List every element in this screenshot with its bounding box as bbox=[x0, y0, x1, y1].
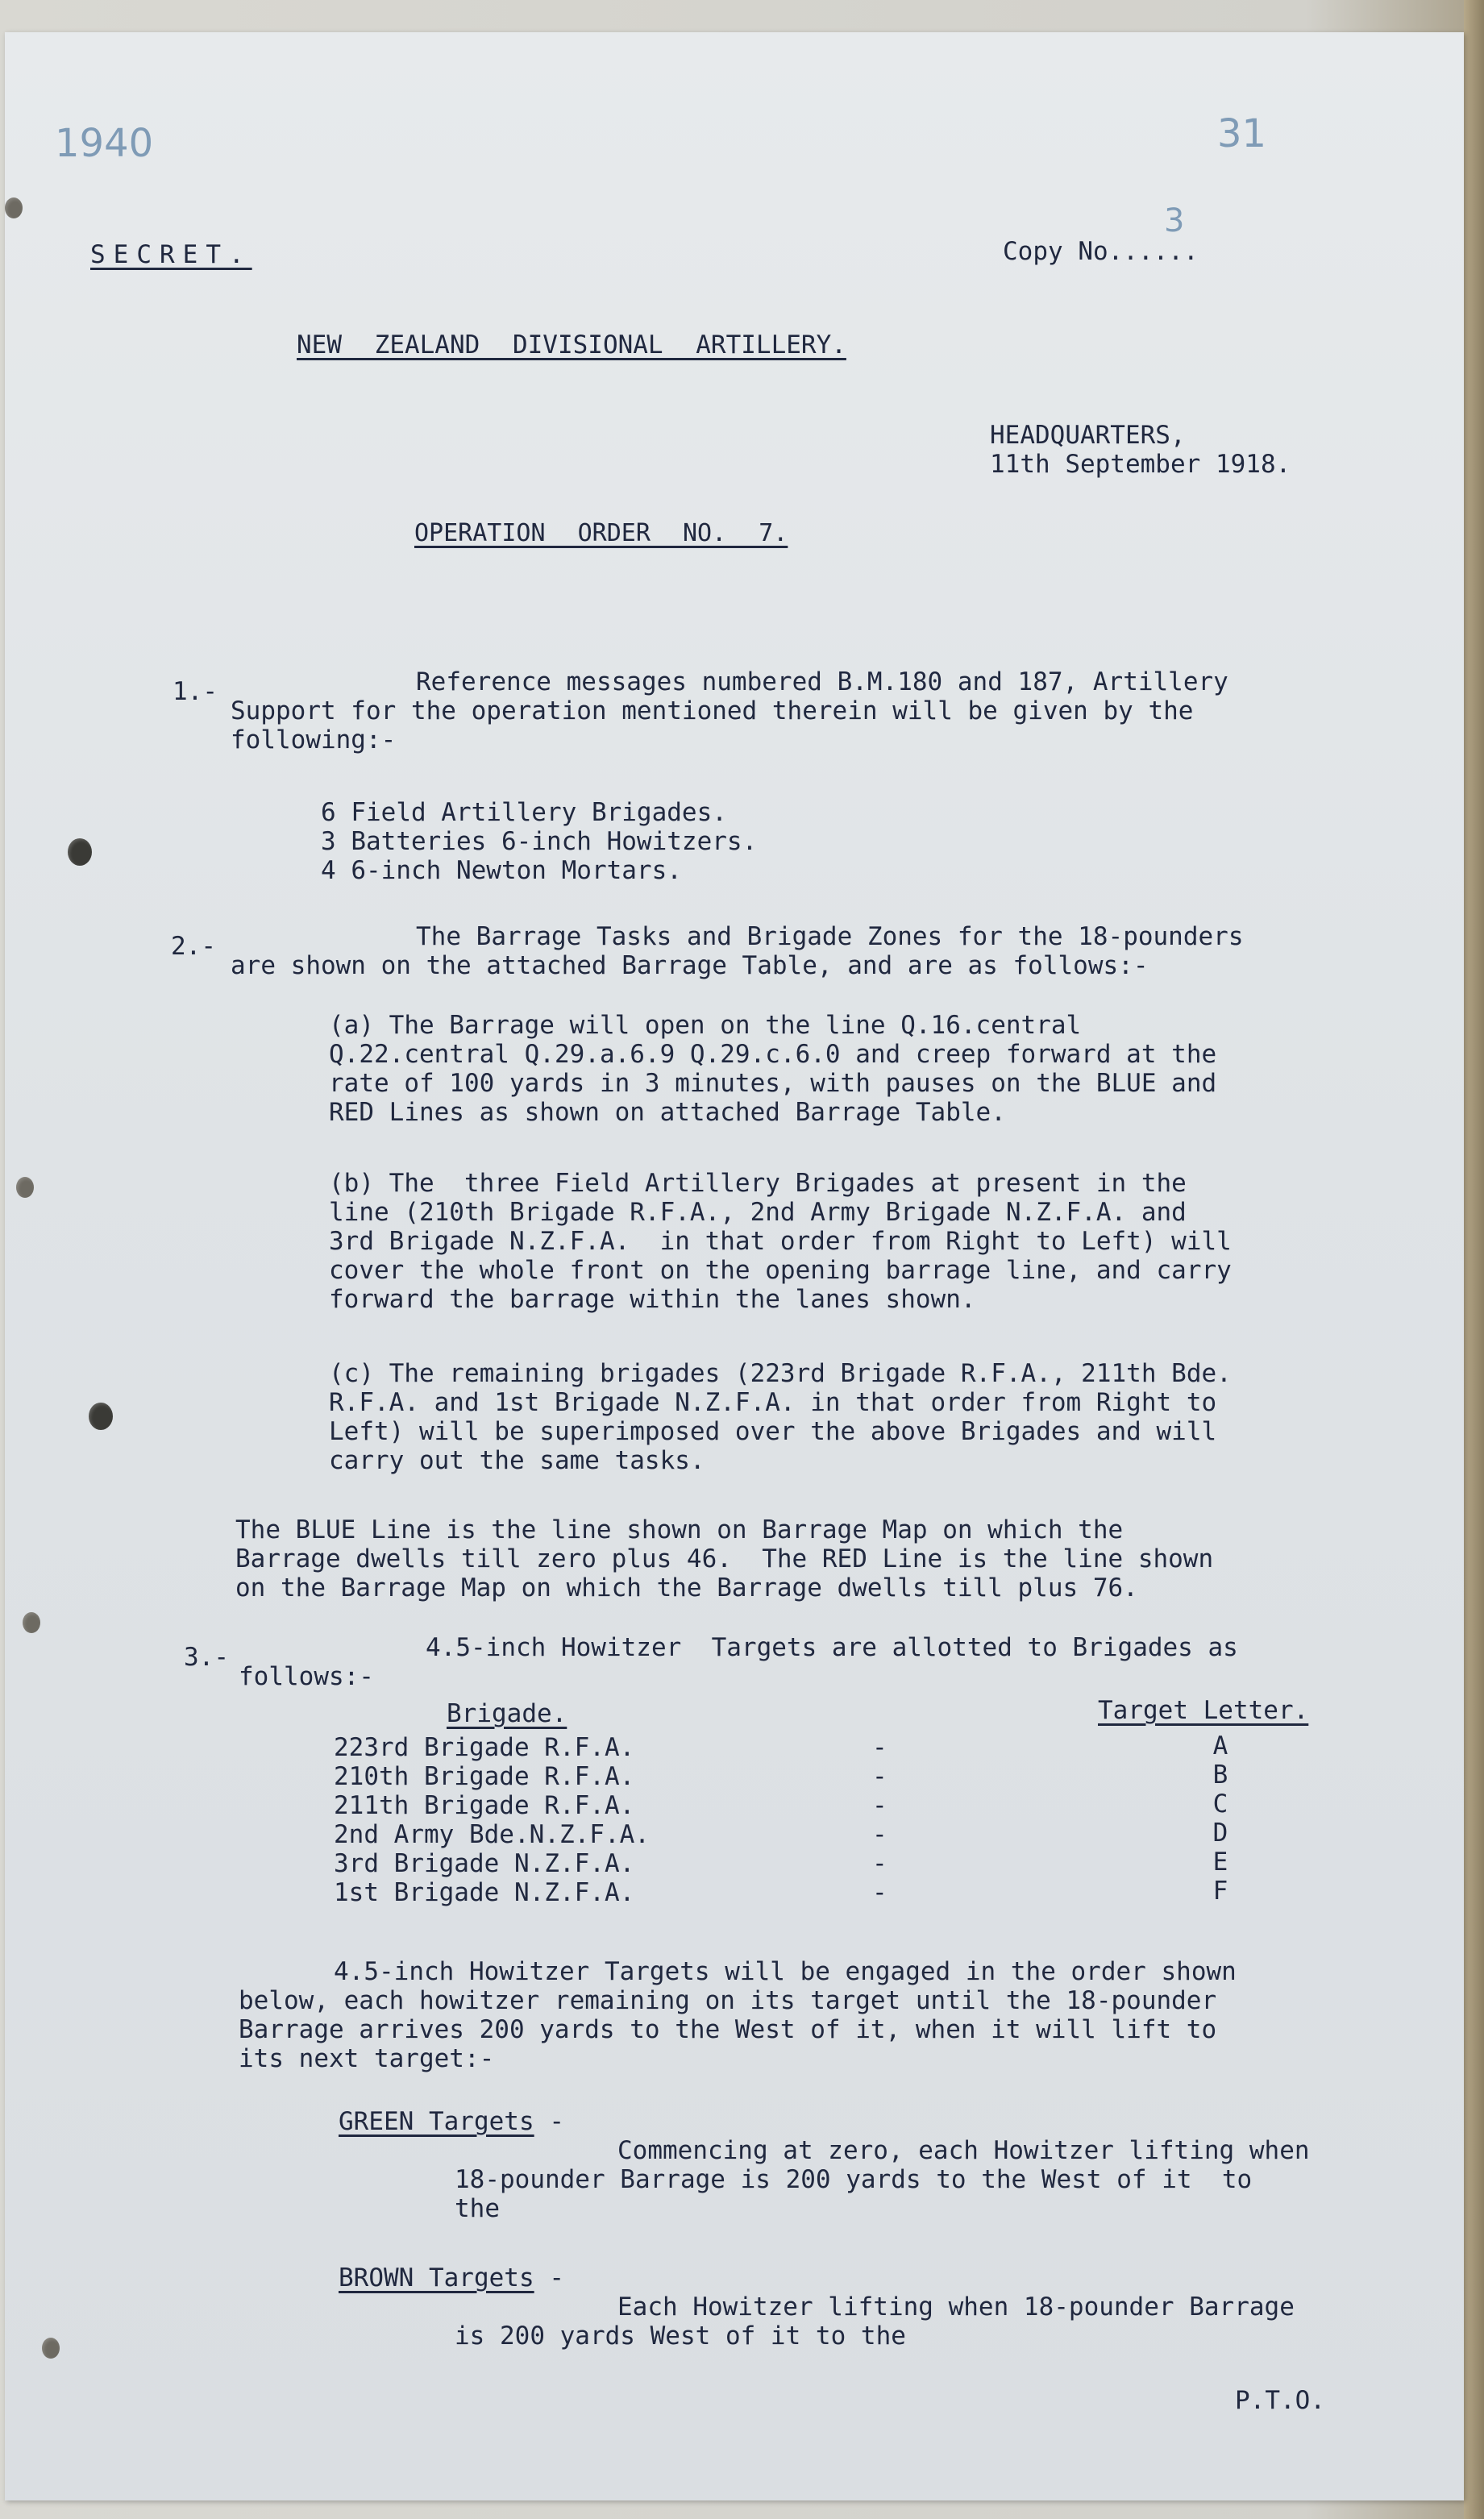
howitzer-order-line: below, each howitzer remaining on its target until the 18-pounder bbox=[239, 1986, 1217, 2015]
brigade-name: 3rd Brigade N.Z.F.A. bbox=[334, 1849, 635, 1878]
order-date: 11th September 1918. bbox=[990, 450, 1291, 479]
target-letter: A bbox=[1212, 1731, 1228, 1760]
folder-edge bbox=[1464, 0, 1484, 2519]
howitzer-order-line: 4.5-inch Howitzer Targets will be engaged in the order shown bbox=[334, 1957, 1237, 1986]
para3-intro: 4.5-inch Howitzer Targets are allotted to Brigades as bbox=[426, 1633, 1238, 1662]
row-dash: - bbox=[872, 1762, 887, 1791]
brigade-name: 1st Brigade N.Z.F.A. bbox=[334, 1878, 635, 1907]
green-targets-line: Commencing at zero, each Howitzer lifting when bbox=[617, 2136, 1310, 2165]
green-targets-dash: - bbox=[549, 2107, 564, 2136]
howitzer-order-line: its next target:- bbox=[239, 2044, 495, 2073]
row-dash: - bbox=[872, 1878, 887, 1907]
para1-line: following:- bbox=[231, 725, 397, 754]
para2-c-line: Left) will be superimposed over the above Brigades and will bbox=[329, 1417, 1217, 1446]
please-turn-over: P.T.O. bbox=[1235, 2386, 1325, 2415]
para2-b-line: (b) The three Field Artillery Brigades at present in the bbox=[329, 1169, 1187, 1198]
target-letter: D bbox=[1212, 1819, 1228, 1848]
target-letter: C bbox=[1212, 1789, 1228, 1819]
copy-number-label: Copy No...... bbox=[1003, 237, 1199, 266]
hq-location: HEADQUARTERS, bbox=[990, 421, 1186, 450]
order-title: OPERATION ORDER NO. 7. bbox=[414, 519, 788, 547]
document-page bbox=[5, 32, 1464, 2500]
brigade-column-header: Brigade. bbox=[447, 1699, 567, 1728]
row-dash: - bbox=[872, 1849, 887, 1878]
para1-line: Reference messages numbered B.M.180 and 187, Artillery bbox=[416, 667, 1228, 696]
para2-b-line: forward the barrage within the lanes shown. bbox=[329, 1285, 976, 1314]
brown-targets-label bbox=[339, 2263, 564, 2292]
para3-number: 3.- bbox=[184, 1643, 229, 1672]
para2-a-line: RED Lines as shown on attached Barrage Table. bbox=[329, 1098, 1006, 1127]
para1-line: Support for the operation mentioned therein will be given by the bbox=[231, 696, 1194, 725]
page-number-annotation: 31 bbox=[1217, 111, 1267, 156]
target-letter: E bbox=[1212, 1848, 1228, 1877]
target-letter: B bbox=[1212, 1760, 1228, 1789]
punch-hole bbox=[42, 2338, 60, 2359]
para1-item: 3 Batteries 6-inch Howitzers. bbox=[321, 827, 758, 856]
lines-note: Barrage dwells till zero plus 46. The RED Line is the line shown bbox=[235, 1544, 1214, 1573]
green-targets-line: 18-pounder Barrage is 200 yards to the West of it to bbox=[455, 2165, 1253, 2194]
row-dash: - bbox=[872, 1733, 887, 1762]
green-targets-title: GREEN Targets bbox=[339, 2107, 534, 2136]
para2-b-line: 3rd Brigade N.Z.F.A. in that order from Right to Left) will bbox=[329, 1227, 1232, 1256]
green-targets-label bbox=[339, 2107, 564, 2136]
para2-line: are shown on the attached Barrage Table, and are as follows:- bbox=[231, 951, 1149, 980]
punch-hole bbox=[23, 1612, 40, 1633]
brigade-name: 211th Brigade R.F.A. bbox=[334, 1791, 635, 1820]
brigade-name: 210th Brigade R.F.A. bbox=[334, 1762, 635, 1791]
classification: SECRET. bbox=[90, 240, 252, 269]
row-dash: - bbox=[872, 1791, 887, 1820]
para2-c-line: carry out the same tasks. bbox=[329, 1446, 705, 1475]
brown-targets-line: Each Howitzer lifting when 18-pounder Barrage bbox=[617, 2292, 1295, 2322]
para2-line: The Barrage Tasks and Brigade Zones for the 18-pounders bbox=[416, 922, 1244, 951]
para3-intro: follows:- bbox=[239, 1662, 374, 1691]
target-letter: F bbox=[1212, 1877, 1228, 1906]
row-dash: - bbox=[872, 1820, 887, 1849]
howitzer-order-line: Barrage arrives 200 yards to the West of it, when it will lift to bbox=[239, 2015, 1217, 2044]
punch-hole bbox=[5, 197, 23, 218]
para2-a-line: Q.22.central Q.29.a.6.9 Q.29.c.6.0 and creep forward at the bbox=[329, 1040, 1217, 1069]
lines-note: The BLUE Line is the line shown on Barrage Map on which the bbox=[235, 1515, 1124, 1544]
para1-item: 4 6-inch Newton Mortars. bbox=[321, 856, 682, 885]
para2-number: 2.- bbox=[171, 932, 216, 961]
para1-item: 6 Field Artillery Brigades. bbox=[321, 798, 727, 827]
para2-a-line: rate of 100 yards in 3 minutes, with pauses on the BLUE and bbox=[329, 1069, 1217, 1098]
punch-hole bbox=[16, 1177, 34, 1198]
brown-targets-dash: - bbox=[549, 2263, 564, 2292]
para2-c-line: R.F.A. and 1st Brigade N.Z.F.A. in that order from Right to bbox=[329, 1388, 1217, 1417]
unit-heading: NEW ZEALAND DIVISIONAL ARTILLERY. bbox=[297, 330, 846, 360]
para2-b-line: cover the whole front on the opening barrage line, and carry bbox=[329, 1256, 1232, 1285]
para2-b-line: line (210th Brigade R.F.A., 2nd Army Brigade N.Z.F.A. and bbox=[329, 1198, 1187, 1227]
brigade-name: 223rd Brigade R.F.A. bbox=[334, 1733, 635, 1762]
brigade-name: 2nd Army Bde.N.Z.F.A. bbox=[334, 1820, 650, 1849]
para2-c-line: (c) The remaining brigades (223rd Brigade R.F.A., 211th Bde. bbox=[329, 1359, 1232, 1388]
lines-note: on the Barrage Map on which the Barrage dwells till plus 76. bbox=[235, 1573, 1138, 1602]
copy-number-handwritten: 3 bbox=[1164, 202, 1185, 239]
target-column-header: Target Letter. bbox=[1098, 1696, 1309, 1725]
para2-a-line: (a) The Barrage will open on the line Q.16.central bbox=[329, 1011, 1082, 1040]
para1-number: 1.- bbox=[173, 677, 218, 706]
punch-hole bbox=[89, 1403, 113, 1430]
file-number-annotation: 1940 bbox=[55, 121, 154, 166]
punch-hole bbox=[68, 838, 92, 866]
brown-targets-title: BROWN Targets bbox=[339, 2263, 534, 2292]
brown-targets-line: is 200 yards West of it to the bbox=[455, 2322, 906, 2351]
green-targets-line: the bbox=[455, 2194, 500, 2223]
